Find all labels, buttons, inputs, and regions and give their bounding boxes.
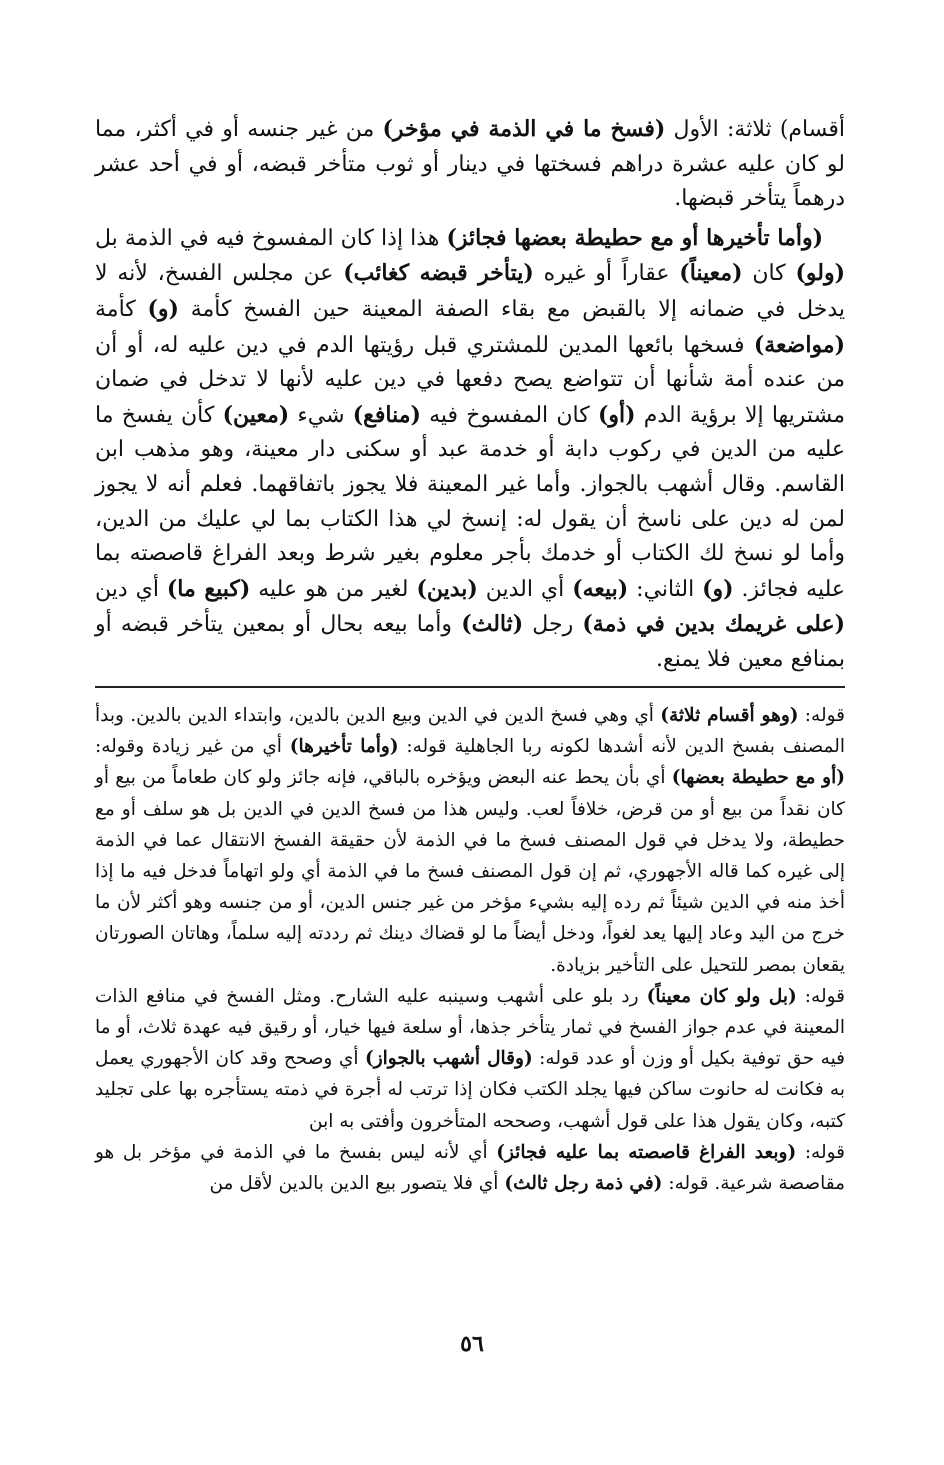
bold-quote: (بدين) bbox=[416, 575, 478, 602]
footnote-paragraph bbox=[95, 1137, 845, 1199]
text-run: من غير جنسه أو في أكثر، مما لو كان عليه عشرة دراهم فسختها في دينار أو ثوب متأخر قبضه، أو في أحد عشر درهماً يتأخر قبضها. bbox=[95, 117, 845, 212]
text-run: أي وهي فسخ الدين في الدين وبيع الدين بالدين، وابتداء الدين بالدين. وبدأ المصنف بفسخ الدين لأنه أشدها لكونه ربا الجاهلية قوله: bbox=[95, 705, 845, 758]
bold-quote: (في ذمة رجل ثالث) bbox=[504, 1173, 663, 1195]
bold-quote: (ثالث) bbox=[461, 611, 524, 638]
bold-quote: (معيناً) bbox=[679, 260, 743, 287]
text-run: أي دين bbox=[95, 576, 167, 602]
text-run: فسخها بائعها المدين للمشتري قبل رؤيتها الدم في دين عليه له، أو أن من عنده أمة شأنها أن تتواضع يصح دفعها في دين عليه لأنها لا تدخل في ضمان مشتريها إلا برؤية الدم bbox=[95, 332, 845, 428]
bold-quote: (وأما تأخيرها أو مع حطيطة بعضها فجائز) bbox=[446, 224, 824, 251]
bold-quote: (أو مع حطيطة بعضها) bbox=[671, 767, 845, 789]
text-run: الثاني: bbox=[628, 576, 703, 602]
bold-quote: (ولو) bbox=[795, 260, 845, 287]
text-run: قوله: bbox=[798, 705, 845, 726]
text-run: لغير من هو عليه bbox=[250, 576, 417, 602]
bold-quote: (وهو أقسام ثلاثة) bbox=[660, 705, 799, 726]
main-text-block bbox=[95, 112, 845, 678]
text-run: كأمة bbox=[95, 296, 148, 322]
main-paragraph bbox=[95, 112, 845, 217]
text-run: كأن يفسخ ما عليه من الدين في ركوب دابة أو خدمة عبد أو سكنى دار معينة، وهو مذهب ابن القاسم. وقال أشهب بالجواز. وأما غير المعينة فلا يجوز باتفاقهما. فعلم أنه لا يجوز لمن له دين على ناسخ أن يقول له: إنسخ لي هذا الكتاب بما لي عليك من الدين، وأما لو نسخ لك الكتاب أو خدمك بأجر معلوم بغير شرط وبعد الفراغ قاصصته بما عليه فجائز. bbox=[95, 402, 846, 602]
text-run: أي الدين bbox=[477, 576, 573, 602]
bold-quote: (على غريمك بدين في ذمة) bbox=[582, 611, 846, 638]
text-run: رد بلو على أشهب وسينبه عليه الشارح. ومثل الفسخ في منافع الذات المعينة في عدم جواز الفسخ في ثمار يتأخر جذها، أو سلعة فيها خيار، أو رقيق فيه عهدة ثلاث، أو ما فيه حق توفية بكيل أو وزن أو عدد قوله: bbox=[95, 985, 845, 1070]
text-run: كان المفسوخ فيه bbox=[420, 402, 598, 428]
bold-quote: (يتأخر قبضه كغائب) bbox=[343, 260, 534, 287]
text-run: كان bbox=[742, 261, 796, 287]
bold-quote: (بل ولو كان معيناً) bbox=[646, 985, 797, 1007]
bold-quote: (وقال أشهب بالجواز) bbox=[364, 1048, 533, 1070]
text-run: شيء bbox=[289, 402, 353, 428]
footnote-paragraph bbox=[95, 700, 845, 981]
bold-quote: (و) bbox=[147, 295, 179, 322]
text-run: أقسام) ثلاثة: الأول bbox=[665, 117, 846, 142]
bold-quote: (مواضعة) bbox=[753, 331, 845, 358]
text-run: أي وصحح وقد كان الأجهوري يعمل به فكانت له حانوت ساكن فيها يجلد الكتب فكان إذا ترتب له أجرة في ذمته يستأجره بها على تجليد كتبه، وكان يقول هذا على قول أشهب، وصححه المتأخرون وأفتى به ابن bbox=[95, 1048, 845, 1132]
bold-quote: (بيعه) bbox=[572, 575, 629, 602]
bold-quote: (وأما تأخيرها) bbox=[289, 736, 399, 758]
footnotes-block bbox=[95, 700, 845, 1199]
text-run: قوله: bbox=[796, 985, 845, 1007]
text-run: أي بأن يحط عنه البعض ويؤخره بالباقي، فإنه جائز ولو كان طعاماً من بيع أو كان نقداً من بيع أو من قرض، خلافاً لعب. وليس هذا من فسخ الدين في الدين بل هو سلف أو مع حطيطة، ولا يدخل في قول المصنف فسخ ما في الذمة لأن حقيقة الفسخ الانتقال عما في الذمة إلى غيره كما قاله الأجهوري، ثم إن قول المصنف فسخ ما في الذمة أي ولو اتهاماً فدخل فيه ما إذا أخذ منه في الدين شيئاً ثم رده إليه بشيء مؤخر من غير جنس الدين، أو من جنسه وهو أكثر لأن ما خرج من اليد وعاد إليها يعد لغواً، ودخل أيضاً ما لو قضاك دينك ثم رددته إليه سلماً، وهاتان الصورتان يقعان بمصر للتحيل على التأخير بزيادة. bbox=[95, 767, 845, 976]
bold-quote: (و) bbox=[702, 575, 734, 602]
bold-quote: (أو) bbox=[597, 401, 636, 428]
page-number: ٥٦ bbox=[460, 1331, 484, 1357]
text-run: هذا إذا كان المفسوخ فيه في الذمة بل bbox=[95, 225, 447, 251]
text-run: رجل bbox=[523, 612, 583, 638]
text-run: أي فلا يتصور بيع الدين بالدين لأقل من bbox=[209, 1173, 505, 1195]
text-run: أي لأنه ليس بفسخ ما في الذمة في مؤخر بل هو مقاصصة شرعية. قوله: bbox=[95, 1141, 845, 1195]
main-paragraph bbox=[95, 221, 845, 678]
text-run: وأما بيعه بحال أو بمعين يتأخر قبضه أو بمنافع معين فلا يمنع. bbox=[95, 612, 845, 672]
bold-quote: (وبعد الفراغ قاصصته بما عليه فجائز) bbox=[496, 1141, 797, 1163]
text-run: أي من غير زيادة وقوله: bbox=[95, 736, 290, 758]
bold-quote: (منافع) bbox=[352, 401, 421, 428]
bold-quote: (كبيع ما) bbox=[166, 575, 251, 602]
bold-quote: (فسخ ما في الذمة في مؤخر) bbox=[382, 116, 666, 142]
bold-quote: (معين) bbox=[222, 401, 290, 428]
footnote-paragraph bbox=[95, 981, 845, 1137]
text-run: عن مجلس الفسخ، لأنه لا يدخل في ضمانه إلا بالقبض مع بقاء الصفة المعينة حين الفسخ كأمة bbox=[95, 261, 846, 322]
text-run: قوله: bbox=[796, 1141, 846, 1163]
main-text bbox=[95, 112, 845, 678]
footnote-divider bbox=[95, 686, 845, 688]
text-run: عقاراً أو غيره bbox=[533, 261, 680, 287]
